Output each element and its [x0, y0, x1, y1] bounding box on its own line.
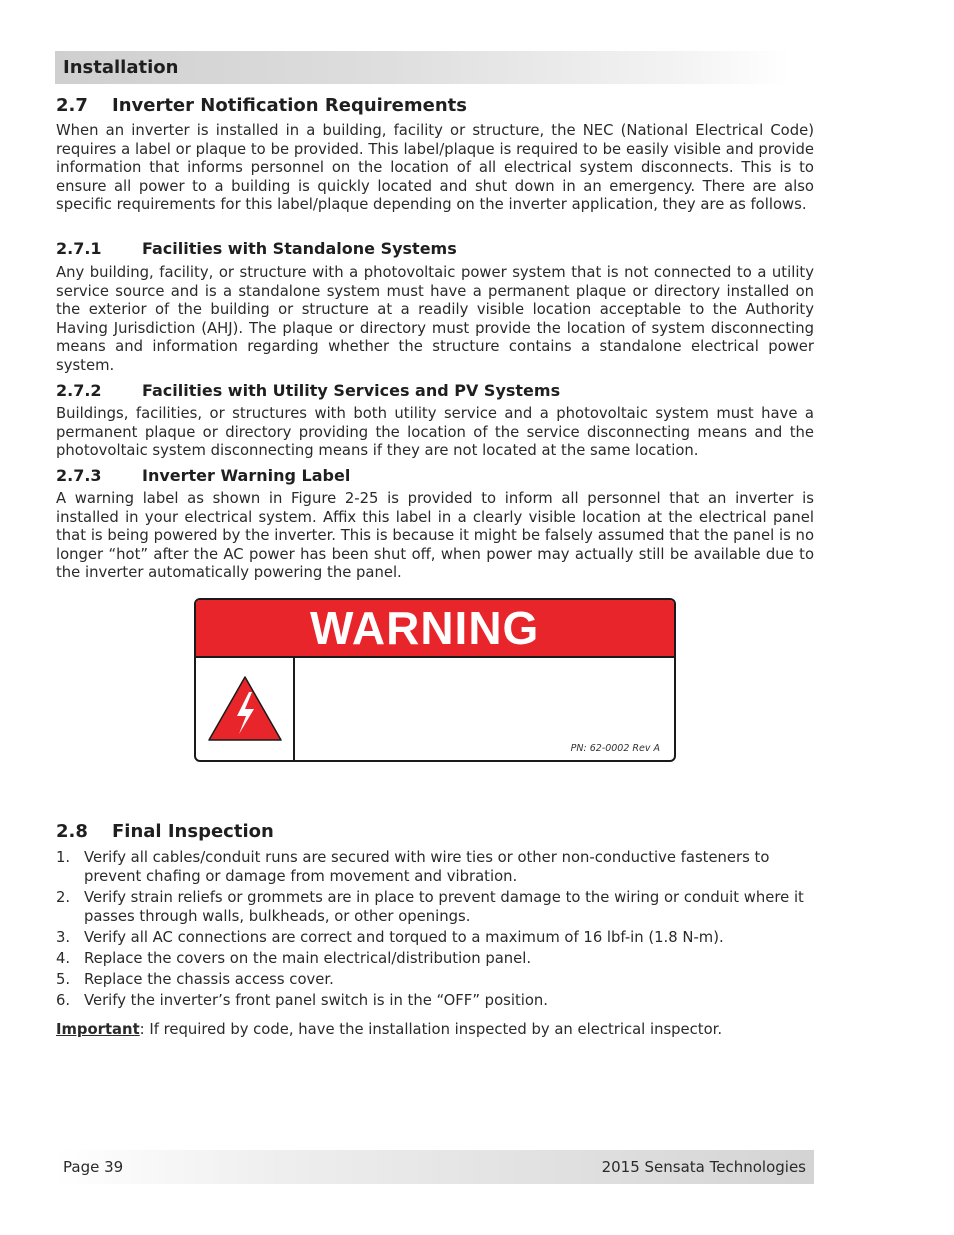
- heading-number: 2.7.1: [56, 239, 102, 258]
- list-item: [56, 970, 816, 989]
- heading-number: 2.7.3: [56, 466, 102, 485]
- electrical-hazard-icon: [206, 674, 284, 744]
- list-text: Verify strain reliefs or grommets are in place to prevent damage to the wiring or conduit where it passes through walls, bulkheads, or other openings.: [84, 889, 804, 925]
- page-number: Page 39: [63, 1158, 124, 1176]
- footer-bar: [55, 1150, 814, 1184]
- heading-number: 2.7: [56, 95, 88, 116]
- list-number: 6.: [56, 992, 71, 1009]
- copyright: 2015 Sensata Technologies: [601, 1158, 806, 1176]
- paragraph-2-7-2: Buildings, facilities, or structures with both utility service and a photovoltaic system must have a permanent plaque or directory providing the location of the service disconnecting means and the photovoltaic system disconnecting means if they are not located at the same location.: [56, 405, 814, 460]
- list-item: [56, 949, 816, 968]
- list-item: [56, 991, 816, 1010]
- list-text: Verify the inverter’s front panel switch is in the “OFF” position.: [84, 992, 548, 1009]
- heading-title: Final Inspection: [112, 821, 274, 842]
- important-note: [56, 1021, 722, 1038]
- list-item: [56, 928, 816, 947]
- list-number: 4.: [56, 950, 71, 967]
- list-text: Verify all AC connections are correct and torqued to a maximum of 16 lbf-in (1.8 N-m).: [84, 929, 724, 946]
- paragraph-2-7-1: Any building, facility, or structure with a photovoltaic power system that is not connected to a utility service source and is a standalone system must have a permanent plaque or directory installed on the exterior of the building or structure at a readily visible location acceptable to the Authority Having Jurisdiction (AHJ). The plaque or directory must provide the location of system disconnecting means and information regarding whether the structure contains a standalone electrical power system.: [56, 264, 814, 374]
- heading-number: 2.7.2: [56, 381, 102, 400]
- heading-2-7-1: [56, 239, 457, 258]
- inspection-list: [56, 848, 816, 1012]
- heading-title: Inverter Warning Label: [142, 466, 351, 485]
- section-header-title: Installation: [63, 57, 179, 78]
- list-number: 3.: [56, 929, 71, 946]
- paragraph-2-7: When an inverter is installed in a building, facility or structure, the NEC (National Electrical Code) requires a label or plaque to be provided. This label/plaque is required to be easily visible and provide information that informs personnel on the location of all electrical system disconnects. This is to ensure all power to a building is quickly located and shut down in an emergency. There are also specific requirements for this label/plaque depending on the inverter application, they are as follows.: [56, 122, 814, 214]
- list-number: 1.: [56, 849, 71, 866]
- warning-label-figure: [194, 598, 676, 762]
- part-number: PN: 62-0002 Rev A: [570, 743, 660, 754]
- important-label: Important: [56, 1021, 140, 1038]
- list-item: [56, 848, 816, 886]
- heading-2-7-2: [56, 381, 560, 400]
- list-number: 2.: [56, 889, 71, 906]
- list-text: Replace the covers on the main electrical/distribution panel.: [84, 950, 532, 967]
- heading-title: Facilities with Utility Services and PV Systems: [142, 381, 561, 400]
- paragraph-2-7-3: A warning label as shown in Figure 2-25 is provided to inform all personnel that an inverter is installed in your electrical system. Affix this label in a clearly visible location at the electrical panel that is being powered by the inverter. This is because it might be falsely assumed that the panel is no longer “hot” after the AC power has been shut off, when power may actually still be available due to the inverter automatically powering the panel.: [56, 490, 814, 582]
- heading-2-8: [56, 821, 274, 842]
- heading-number: 2.8: [56, 821, 88, 842]
- list-item: [56, 888, 816, 926]
- section-header-bar: [55, 51, 790, 84]
- heading-title: Inverter Notification Requirements: [112, 95, 467, 116]
- important-text: : If required by code, have the installation inspected by an electrical inspector.: [139, 1021, 723, 1038]
- list-text: Replace the chassis access cover.: [84, 971, 334, 988]
- heading-title: Facilities with Standalone Systems: [142, 239, 457, 258]
- heading-2-7: [56, 95, 467, 116]
- list-text: Verify all cables/conduit runs are secured with wire ties or other non-conductive fasteners to prevent chafing or damage from movement and vibration.: [84, 849, 770, 885]
- list-number: 5.: [56, 971, 71, 988]
- warning-icon-cell: [196, 658, 295, 760]
- warning-banner: [196, 600, 674, 658]
- warning-title: WARNING: [310, 602, 540, 654]
- heading-2-7-3: [56, 466, 350, 485]
